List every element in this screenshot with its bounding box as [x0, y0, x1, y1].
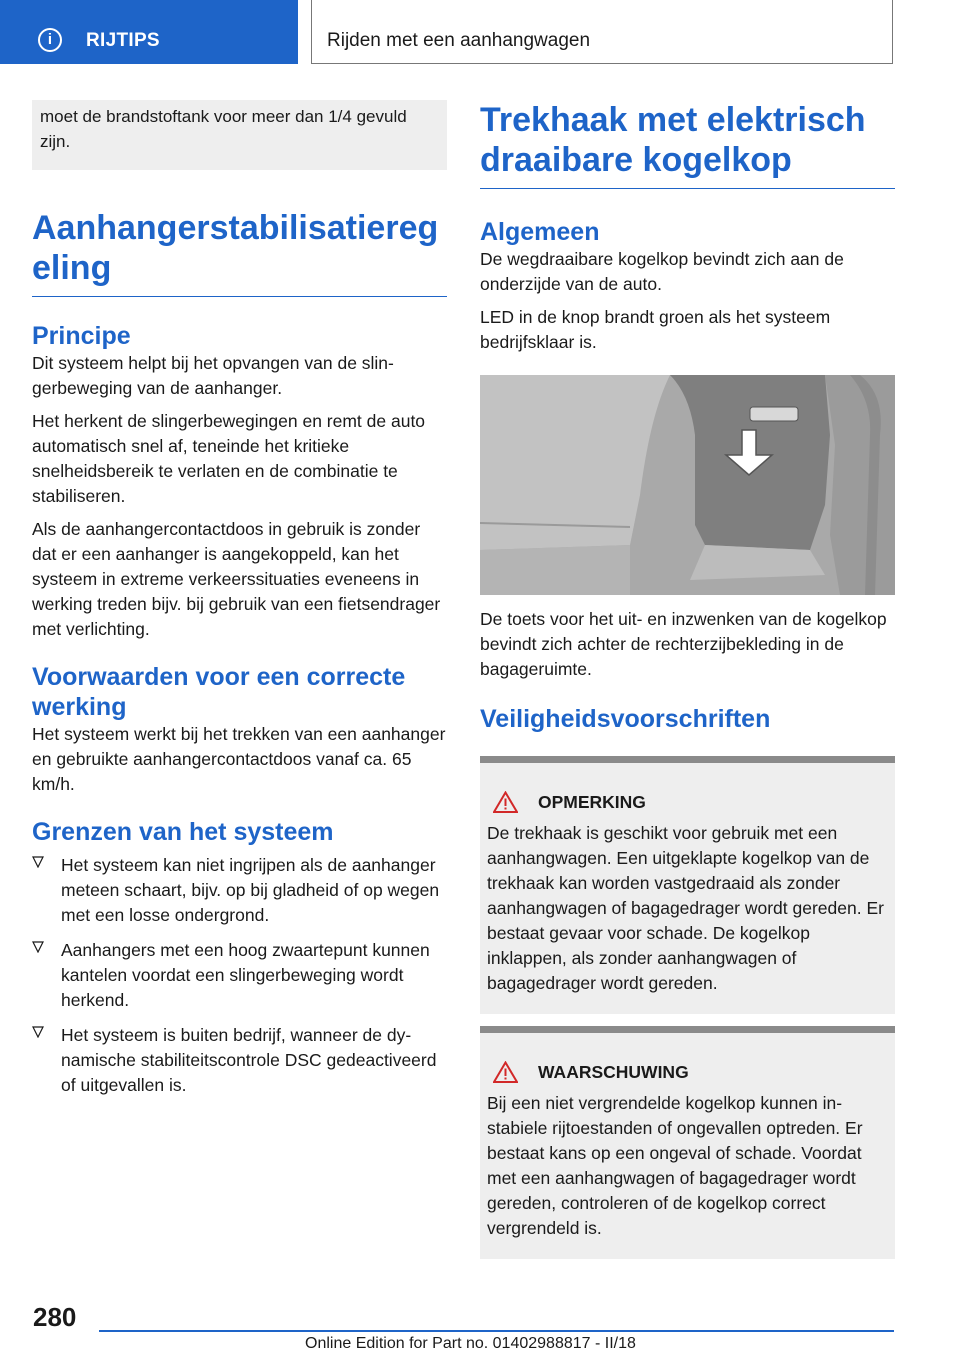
- triangle-bullet-icon: [32, 856, 44, 868]
- section-title-trekhaak: Trekhaak met elektrisch draaibare kogelkop: [480, 100, 895, 189]
- edition-link[interactable]: Online Edition for Part no. 01402988817 - II/18: [305, 1335, 636, 1352]
- list-item: [32, 1023, 447, 1098]
- principe-paragraph-1: Dit systeem helpt bij het opvangen van de slingerbeweging van de aanhanger.: [32, 353, 394, 398]
- grenzen-list: [32, 853, 447, 1098]
- section-tab[interactable]: [0, 0, 298, 64]
- notice-text: De trekhaak is geschikt voor gebruik met een aanhangwagen. Een uitgeklapte kogelkop van de trekhaak kan worden vastgedraaid als zonder aanhangwagen of bagagedrager wordt gereden. Er bestaat gevaar voor schade. De kogelkop inklappen, als zonder aanhangwagen of bagagedrager wordt gereden.: [487, 823, 884, 993]
- heading-principe: Principe: [32, 322, 131, 350]
- voorwaarden-paragraph: Het systeem werkt bij het trekken van een aanhanger en gebruikte aanhangercontactdoos vanaf ca. 65 km/h.: [32, 724, 446, 794]
- list-item-text: Aanhangers met een hoog zwaartepunt kunnen kantelen voordat een slingerbeweging wordt herkend.: [61, 940, 430, 1010]
- trunk-button-photo: [480, 375, 895, 595]
- warning-box: [480, 1026, 895, 1259]
- heading-grenzen: Grenzen van het systeem: [32, 818, 334, 846]
- chapter-title: Rijden met een aanhangwagen: [327, 30, 591, 51]
- notice-title: OPMERKING: [538, 791, 646, 812]
- list-item: [32, 853, 447, 928]
- principe-paragraph-3: Als de aanhangercontactdoos in gebruik is zonder dat er een aanhanger is aangekoppeld, kan het systeem in extreme verkeerssituaties eveneens in werking treden bijv. bij gebruik van een fietsendrager met verlichting.: [32, 519, 441, 639]
- list-item-text: Het systeem kan niet ingrijpen als de aanhanger meteen schaart, bijv. op bij gladheid of op wegen met een losse ondergrond.: [61, 855, 440, 925]
- heading-veiligheid: Veiligheidsvoorschriften: [480, 705, 771, 733]
- principe-paragraph-2: Het herkent de slingerbewegingen en remt de auto automatisch snel af, teneinde het kritieke snelheidsbereik te verlaten en de combinatie te stabiliseren.: [32, 411, 426, 506]
- section-label: RIJTIPS: [86, 30, 160, 51]
- warning-triangle-icon: [493, 1061, 518, 1083]
- notice-box: [480, 756, 895, 1014]
- algemeen-paragraph-1: De wegdraaibare kogelkop bevindt zich aan de onderzijde van de auto.: [480, 249, 844, 294]
- page-number: 280: [33, 1302, 77, 1332]
- note-continuation-text: moet de brandstoftank voor meer dan 1/4 gevuld zijn.: [40, 107, 407, 151]
- trunk-illustration: [480, 375, 895, 595]
- warning-title: WAARSCHUWING: [538, 1061, 689, 1082]
- algemeen-paragraph-2: LED in de knop brandt groen als het systeem bedrijfsklaar is.: [480, 307, 831, 352]
- footer-divider: [99, 1330, 894, 1332]
- triangle-bullet-icon: [32, 941, 44, 953]
- section-title-stabilisatie: Aanhangerstabilisatieregeling: [32, 208, 447, 297]
- left-column: [32, 100, 447, 1108]
- warning-triangle-icon: [493, 791, 518, 813]
- triangle-bullet-icon: [32, 1026, 44, 1038]
- list-item-text: Het systeem is buiten bedrijf, wanneer de dynamische stabiliteitscontrole DSC gedeactiveerd of uitgevallen is.: [61, 1025, 437, 1095]
- list-item: [32, 938, 447, 1013]
- note-continuation-box: [32, 100, 447, 170]
- chapter-header: [311, 0, 893, 64]
- right-column: [480, 100, 895, 1259]
- heading-algemeen: Algemeen: [480, 218, 600, 246]
- photo-caption: De toets voor het uit- en inzwenken van de kogelkop bevindt zich achter de rechterzijbekleding in de bagageruimte.: [480, 609, 887, 679]
- info-icon: i: [38, 28, 62, 52]
- warning-text: Bij een niet vergrendelde kogelkop kunnen instabiele rijtoestanden of ongevallen optreden. Er bestaat kans op een ongeval of schade. Voordat met een aanhangwagen of bagagedrager wordt gereden, controleren of de kogelkop correct vergrendeld is.: [487, 1093, 863, 1238]
- heading-voorwaarden: Voorwaarden voor een correcte werking: [32, 663, 406, 721]
